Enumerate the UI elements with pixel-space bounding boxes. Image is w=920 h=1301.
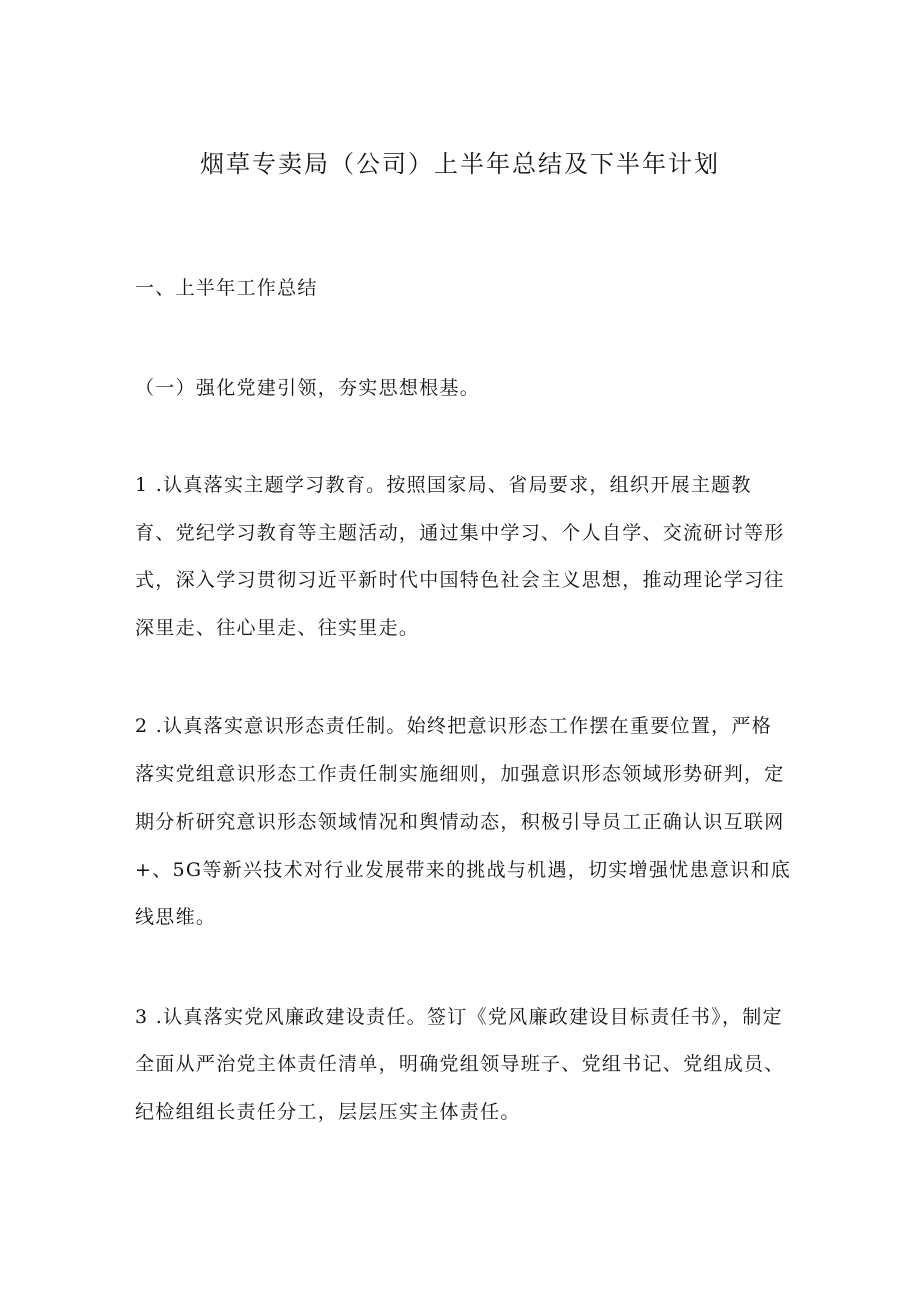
paragraph-line: 育、党纪学习教育等主题活动，通过集中学习、个人自学、交流研讨等形 — [135, 522, 785, 544]
paragraph-line: 式，深入学习贯彻习近平新时代中国特色社会主义思想，推动理论学习往 — [135, 569, 785, 591]
document-title: 烟草专卖局（公司）上半年总结及下半年计划 — [200, 150, 720, 178]
paragraph-line: 1 .认真落实主题学习教育。按照国家局、省局要求，组织开展主题教 — [135, 474, 752, 496]
paragraph-line: 期分析研究意识形态领域情况和舆情动态，积极引导员工正确认识互联网 — [135, 811, 785, 833]
paragraph-line: +、5G等新兴技术对行业发展带来的挑战与机遇，切实增强忧患意识和底 — [135, 859, 792, 881]
subsection-heading: （一）强化党建引领，夯实思想根基。 — [135, 377, 481, 399]
paragraph-line: 落实党组意识形态工作责任制实施细则，加强意识形态领域形势研判，定 — [135, 763, 785, 785]
paragraph-line: 纪检组组长责任分工，层层压实主体责任。 — [135, 1101, 521, 1123]
paragraph-line: 2 .认真落实意识形态责任制。始终把意识形态工作摆在重要位置，严格 — [135, 715, 773, 737]
section-heading: 一、上半年工作总结 — [135, 277, 318, 299]
paragraph-line: 3 .认真落实党风廉政建设责任。签订《党风廉政建设目标责任书》，制定 — [135, 1006, 783, 1028]
paragraph-line: 全面从严治党主体责任清单，明确党组领导班子、党组书记、党组成员、 — [135, 1053, 785, 1075]
paragraph-line: 线思维。 — [135, 906, 217, 928]
paragraph-line: 深里走、往心里走、往实里走。 — [135, 617, 420, 639]
